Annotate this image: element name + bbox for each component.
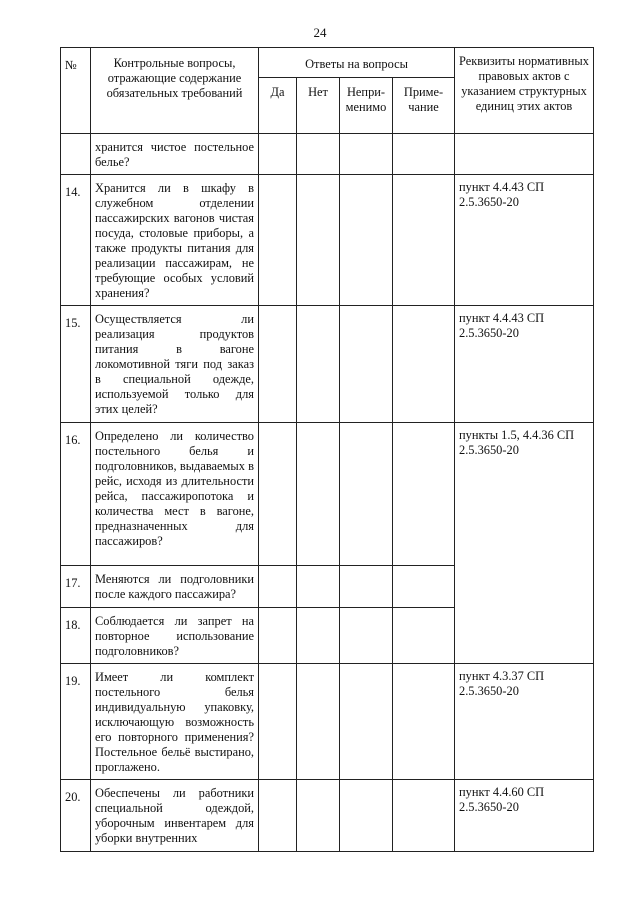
answer-no-cell[interactable]: [297, 306, 340, 423]
header-yes: Да: [259, 78, 297, 134]
row-requisites: пункт 4.4.60 СП 2.5.3650-20: [455, 780, 594, 852]
row-number: [61, 134, 91, 175]
answer-note-cell[interactable]: [393, 608, 455, 664]
row-number: 18.: [61, 608, 91, 664]
row-question: Соблюдается ли запрет на повторное использование подголовников?: [91, 608, 259, 664]
answer-not-applicable-cell[interactable]: [340, 608, 393, 664]
page-number: 24: [313, 25, 327, 40]
answer-yes-cell[interactable]: [259, 134, 297, 175]
row-requisites: пункт 4.3.37 СП 2.5.3650-20: [455, 664, 594, 780]
table-row: [61, 664, 594, 780]
row-number: 19.: [61, 664, 91, 780]
table-row: [61, 566, 594, 608]
answer-note-cell[interactable]: [393, 566, 455, 608]
answer-note-cell[interactable]: [393, 134, 455, 175]
answer-not-applicable-cell[interactable]: [340, 134, 393, 175]
header-number: №: [61, 48, 91, 134]
row-number: 15.: [61, 306, 91, 423]
row-requisites: [455, 608, 594, 664]
row-requisites: [455, 566, 594, 608]
answer-not-applicable-cell[interactable]: [340, 780, 393, 852]
table-row: [61, 780, 594, 852]
row-question: Осуществляется ли реализация продуктов питания в вагоне локомотивной тяги под заказ в специальной одежде, используемой только для этих целей?: [91, 306, 259, 423]
row-number: 16.: [61, 423, 91, 566]
row-requisites: пункт 4.4.43 СП 2.5.3650-20: [455, 306, 594, 423]
answer-no-cell[interactable]: [297, 566, 340, 608]
header-not-applicable: [340, 78, 393, 134]
answer-not-applicable-cell[interactable]: [340, 566, 393, 608]
row-question: Хранится ли в шкафу в служебном отделении пассажирских вагонов чистая посуда, столовые приборы, а также продукты питания для реализации пассажирам, не требующие особых условий хранения?: [91, 175, 259, 306]
answer-note-cell[interactable]: [393, 664, 455, 780]
answer-no-cell[interactable]: [297, 175, 340, 306]
answer-no-cell[interactable]: [297, 608, 340, 664]
answer-yes-cell[interactable]: [259, 664, 297, 780]
answer-no-cell[interactable]: [297, 423, 340, 566]
answer-note-cell[interactable]: [393, 175, 455, 306]
answer-no-cell[interactable]: [297, 134, 340, 175]
row-requisites: пункт 4.4.43 СП 2.5.3650-20: [455, 175, 594, 306]
row-question: Обеспечены ли работники специальной одеждой, уборочным инвентарем для уборки внутренних: [91, 780, 259, 852]
answer-note-cell[interactable]: [393, 423, 455, 566]
table-row: [61, 134, 594, 175]
row-number: 14.: [61, 175, 91, 306]
header-row: [61, 48, 594, 78]
header-not-applicable-line1: Непри-: [346, 85, 386, 99]
answer-no-cell[interactable]: [297, 664, 340, 780]
answer-not-applicable-cell[interactable]: [340, 306, 393, 423]
answer-yes-cell[interactable]: [259, 175, 297, 306]
header-not-applicable-line2: менимо: [345, 100, 387, 114]
row-requisites: пункты 1.5, 4.4.36 СП 2.5.3650-20: [455, 423, 594, 566]
table-row: [61, 175, 594, 306]
row-question: Меняются ли подголовники после каждого пассажира?: [91, 566, 259, 608]
answer-yes-cell[interactable]: [259, 306, 297, 423]
header-note-line2: чание: [408, 100, 439, 114]
answer-yes-cell[interactable]: [259, 608, 297, 664]
header-no: Нет: [297, 78, 340, 134]
header-note-line1: Приме-: [403, 85, 444, 99]
row-question: Определено ли количество постельного белья и подголовников, выдаваемых в рейс, исходя из длительности рейса, пассажиропотока и количества мест в вагоне, предназначенных для пассажиров?: [91, 423, 259, 566]
row-question: хранится чистое постельное белье?: [91, 134, 259, 175]
table-row: [61, 608, 594, 664]
header-requisites: Реквизиты нормативных правовых актов с указанием структурных единиц этих актов: [455, 48, 594, 134]
header-answers: Ответы на вопросы: [259, 48, 455, 78]
answer-yes-cell[interactable]: [259, 566, 297, 608]
answer-no-cell[interactable]: [297, 780, 340, 852]
row-question: Имеет ли комплект постельного белья индивидуальную упаковку, исключающую возможность его повторного применения? Постельное бельё выстирано, проглажено.: [91, 664, 259, 780]
checklist-table: [60, 47, 594, 852]
row-number: 17.: [61, 566, 91, 608]
header-questions: Контрольные вопросы, отражающие содержание обязательных требований: [91, 48, 259, 134]
answer-note-cell[interactable]: [393, 780, 455, 852]
table-row: [61, 306, 594, 423]
row-requisites: [455, 134, 594, 175]
answer-not-applicable-cell[interactable]: [340, 664, 393, 780]
table-row: [61, 423, 594, 566]
answer-not-applicable-cell[interactable]: [340, 175, 393, 306]
answer-yes-cell[interactable]: [259, 780, 297, 852]
answer-note-cell[interactable]: [393, 306, 455, 423]
answer-not-applicable-cell[interactable]: [340, 423, 393, 566]
header-note: [393, 78, 455, 134]
answer-yes-cell[interactable]: [259, 423, 297, 566]
row-number: 20.: [61, 780, 91, 852]
